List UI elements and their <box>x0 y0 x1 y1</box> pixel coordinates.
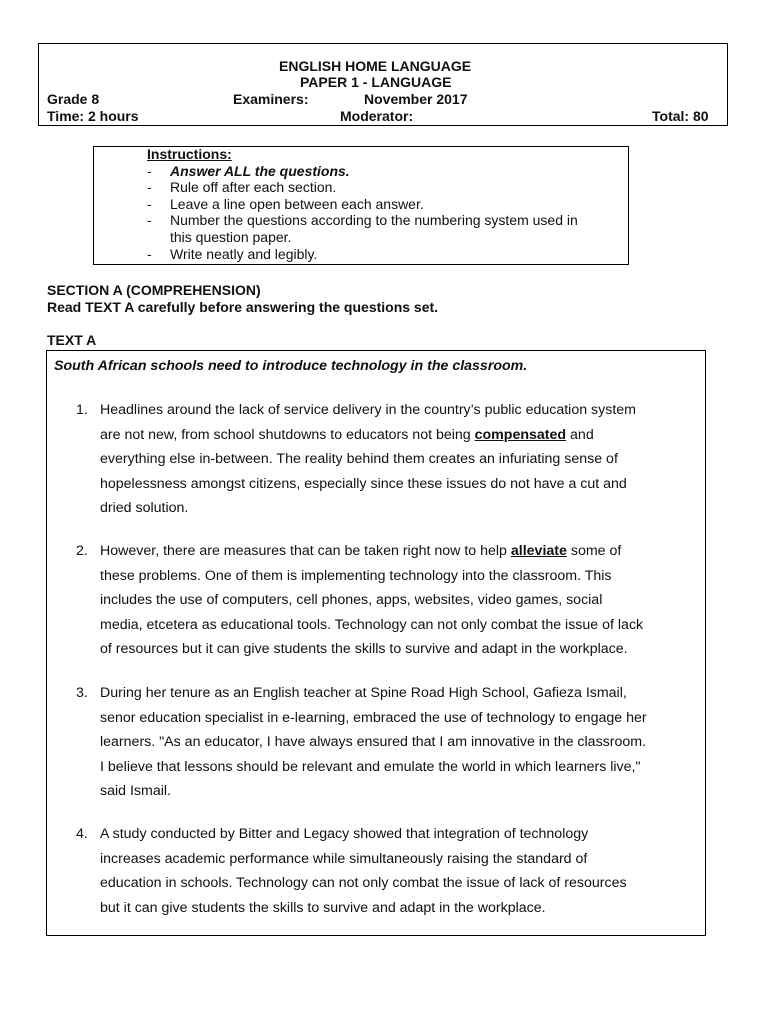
paragraph-line <box>100 539 710 564</box>
paragraph-2 <box>100 539 710 662</box>
vocab-word-compensated: compensated <box>474 426 567 443</box>
paragraph-line: everything else in-between. The reality behind them creates an infuriating sense of <box>100 451 618 468</box>
instruction-item: Rule off after each section. <box>170 179 337 195</box>
exam-total: Total: 80 <box>652 108 709 124</box>
exam-paper: PAPER 1 - LANGUAGE <box>300 74 452 90</box>
paragraph-number: 1. <box>76 402 88 418</box>
paragraph-line: increases academic performance while simultaneously raising the standard of <box>100 850 588 867</box>
instruction-item: Number the questions according to the numbering system used in <box>170 212 578 228</box>
instruction-dash: - <box>147 179 152 195</box>
line-text: and <box>566 426 594 443</box>
paragraph-3 <box>100 681 710 804</box>
examiners-label: Examiners: <box>233 91 309 107</box>
paragraph-line: During her tenure as an English teacher at Spine Road High School, Gafieza Ismail, <box>100 685 627 701</box>
paragraph-number: 3. <box>76 685 88 701</box>
paragraph-1 <box>100 398 710 521</box>
exam-time: Time: 2 hours <box>47 108 139 124</box>
moderator-label: Moderator: <box>340 108 414 124</box>
instruction-item: Write neatly and legibly. <box>170 246 318 262</box>
instruction-item: Answer ALL the questions. <box>170 163 350 179</box>
paragraph-line: said Ismail. <box>100 783 171 800</box>
instruction-item-continued: this question paper. <box>170 229 292 245</box>
vocab-word-alleviate: alleviate <box>510 543 567 559</box>
paragraph-line: but it can give students the skills to survive and adapt in the workplace. <box>100 899 546 916</box>
instruction-item: Leave a line open between each answer. <box>170 196 424 212</box>
instructions-title: Instructions: <box>147 146 232 162</box>
exam-grade: Grade 8 <box>47 91 100 107</box>
paragraph-number: 2. <box>76 543 88 559</box>
section-title: SECTION A (COMPREHENSION) <box>47 282 261 298</box>
exam-date: November 2017 <box>364 91 468 107</box>
paragraph-line: includes the use of computers, cell phones, apps, websites, video games, social <box>100 592 603 609</box>
paragraph-4 <box>100 822 710 920</box>
line-text: However, there are measures that can be taken right now to help <box>100 543 511 559</box>
text-label: TEXT A <box>47 332 97 348</box>
instruction-dash: - <box>147 246 152 262</box>
paragraph-line: A study conducted by Bitter and Legacy showed that integration of technology <box>100 826 589 842</box>
paragraph-line: dried solution. <box>100 500 189 517</box>
paragraph-line: these problems. One of them is implementing technology into the classroom. This <box>100 567 612 584</box>
paragraph-line <box>100 423 710 448</box>
section-instruction: Read TEXT A carefully before answering the questions set. <box>47 299 439 315</box>
paragraph-line: learners. "As an educator, I have always ensured that I am innovative in the classroom. <box>100 734 647 751</box>
article-headline: South African schools need to introduce technology in the classroom. <box>54 358 528 374</box>
paragraph-line: education in schools. Technology can not only combat the issue of lack of resources <box>100 875 627 892</box>
exam-subject: ENGLISH HOME LANGUAGE <box>279 58 472 74</box>
paragraph-line: media, etcetera as educational tools. Technology can not only combat the issue of lack <box>100 616 644 633</box>
paragraph-line: Headlines around the lack of service delivery in the country’s public education system <box>100 402 636 418</box>
paragraph-line: hopelessness amongst citizens, especially since these issues do not have a cut and <box>100 475 627 492</box>
instruction-dash: - <box>147 212 152 228</box>
paragraph-line: senor education specialist in e-learning, embraced the use of technology to engage her <box>100 709 647 726</box>
paragraph-line: of resources but it can give students the skills to survive and adapt in the workplace. <box>100 641 628 658</box>
line-text: are not new, from school shutdowns to educators not being <box>100 426 475 443</box>
paragraph-number: 4. <box>76 826 88 842</box>
instruction-dash: - <box>147 163 152 179</box>
instruction-dash: - <box>147 196 152 212</box>
paragraph-line: I believe that lessons should be relevant and emulate the world in which learners live," <box>100 758 641 775</box>
line-text: some of <box>566 543 622 559</box>
